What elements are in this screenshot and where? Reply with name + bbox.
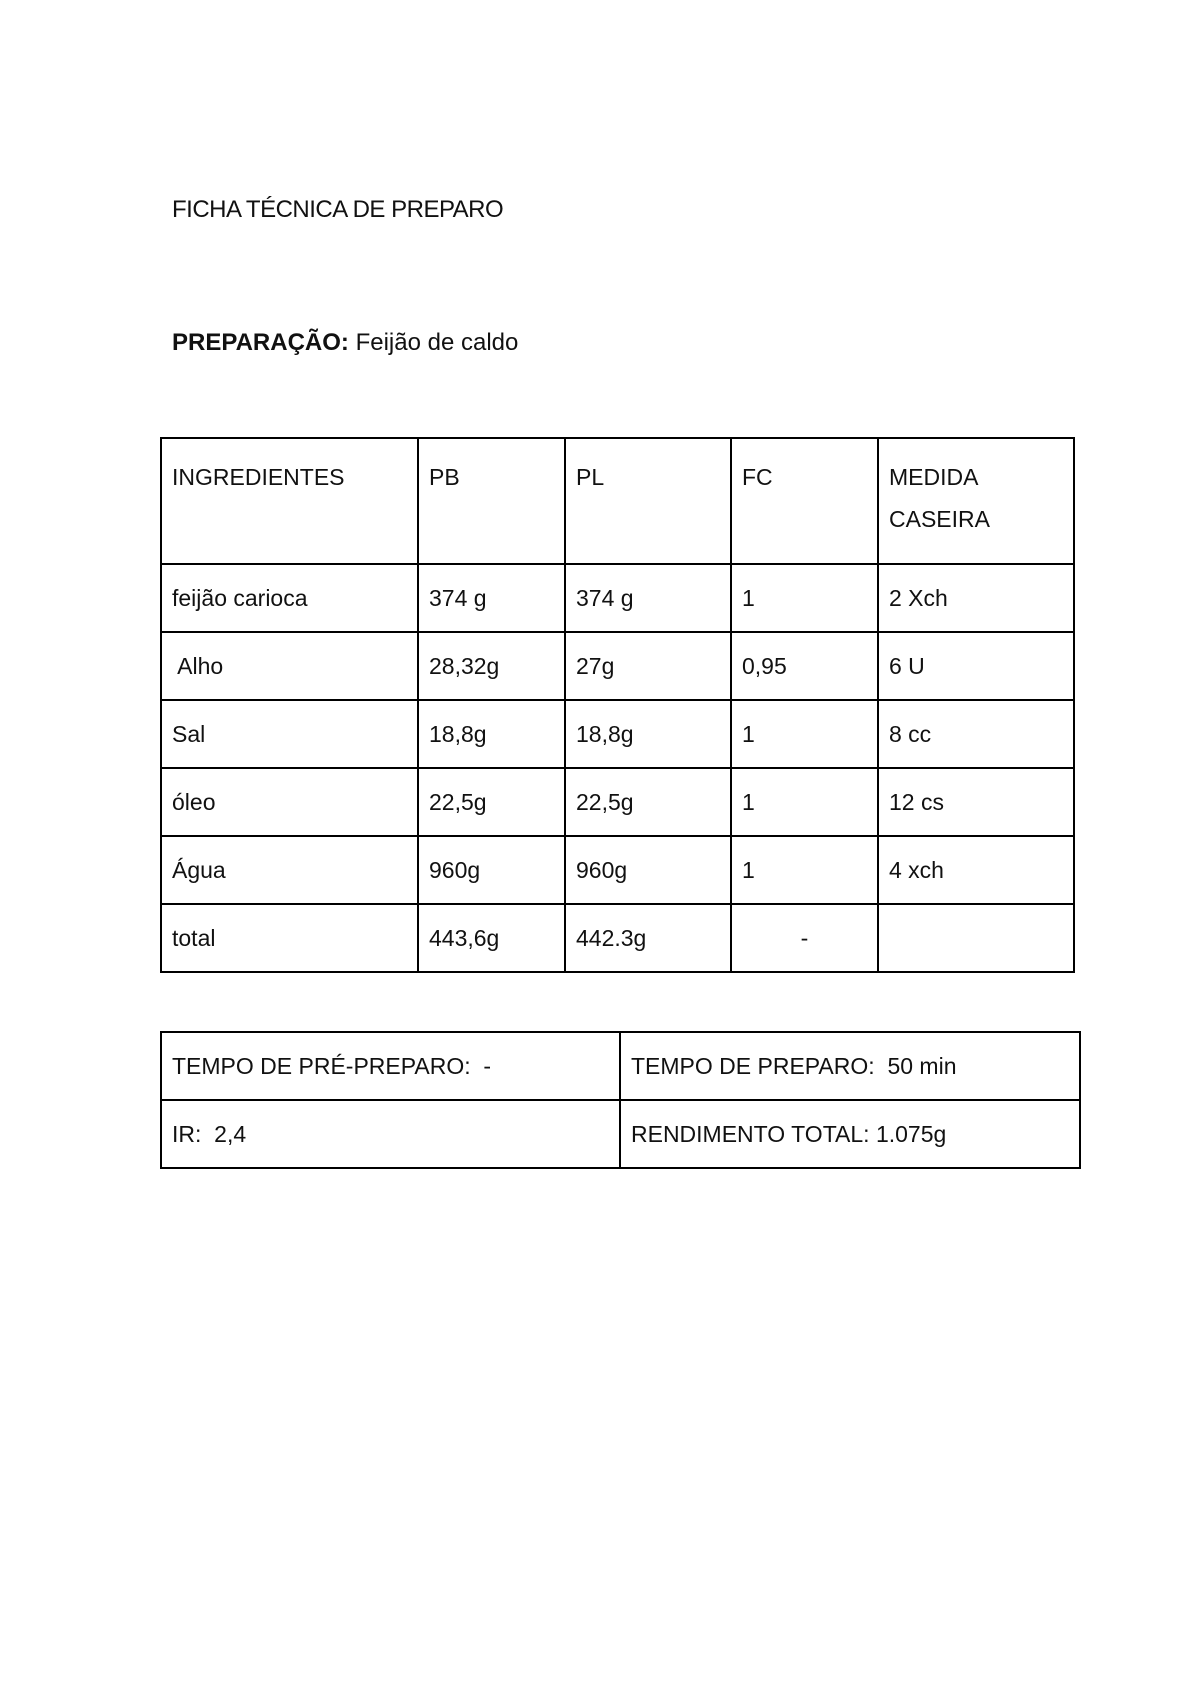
header-fc: FC [731, 438, 878, 564]
cell-ingredient: total [161, 904, 418, 972]
cell-fc: 1 [731, 768, 878, 836]
preparation-label: PREPARAÇÃO: [172, 329, 349, 356]
cell-medida: 8 cc [878, 700, 1074, 768]
table-header-row [161, 438, 1074, 564]
cell-pl: 18,8g [565, 700, 731, 768]
cell-medida: 4 xch [878, 836, 1074, 904]
pre-preparo-time: TEMPO DE PRÉ-PREPARO: - [161, 1032, 620, 1100]
table-row [161, 700, 1074, 768]
cell-pl: 27g [565, 632, 731, 700]
document-title: FICHA TÉCNICA DE PREPARO [172, 196, 504, 223]
table-row-total [161, 904, 1074, 972]
cell-pb: 960g [418, 836, 565, 904]
table-row [161, 768, 1074, 836]
cell-ingredient: óleo [161, 768, 418, 836]
table-row [161, 564, 1074, 632]
cell-fc: - [731, 904, 878, 972]
cell-pl: 960g [565, 836, 731, 904]
cell-medida [878, 904, 1074, 972]
cell-pb: 18,8g [418, 700, 565, 768]
table-row [161, 836, 1074, 904]
cell-ingredient: Alho [161, 632, 418, 700]
cell-ingredient: Água [161, 836, 418, 904]
summary-row [161, 1100, 1080, 1168]
preparation-value: Feijão de caldo [355, 329, 519, 356]
cell-fc: 0,95 [731, 632, 878, 700]
preparo-time: TEMPO DE PREPARO: 50 min [620, 1032, 1080, 1100]
cell-ingredient: Sal [161, 700, 418, 768]
cell-pl: 22,5g [565, 768, 731, 836]
cell-ingredient: feijão carioca [161, 564, 418, 632]
cell-pb: 443,6g [418, 904, 565, 972]
cell-medida: 6 U [878, 632, 1074, 700]
header-ingredientes: INGREDIENTES [161, 438, 418, 564]
cell-medida: 2 Xch [878, 564, 1074, 632]
ingredients-table [160, 437, 1075, 973]
cell-pl: 442.3g [565, 904, 731, 972]
cell-fc: 1 [731, 564, 878, 632]
header-pl: PL [565, 438, 731, 564]
rendimento-total: RENDIMENTO TOTAL: 1.075g [620, 1100, 1080, 1168]
ir-value: IR: 2,4 [161, 1100, 620, 1168]
preparation-line [172, 329, 518, 357]
cell-medida: 12 cs [878, 768, 1074, 836]
cell-pl: 374 g [565, 564, 731, 632]
header-pb: PB [418, 438, 565, 564]
cell-fc: 1 [731, 836, 878, 904]
summary-table [160, 1031, 1081, 1169]
cell-pb: 374 g [418, 564, 565, 632]
cell-fc: 1 [731, 700, 878, 768]
cell-pb: 28,32g [418, 632, 565, 700]
header-medida-caseira: MEDIDA CASEIRA [878, 438, 1074, 564]
summary-row [161, 1032, 1080, 1100]
table-row [161, 632, 1074, 700]
cell-pb: 22,5g [418, 768, 565, 836]
